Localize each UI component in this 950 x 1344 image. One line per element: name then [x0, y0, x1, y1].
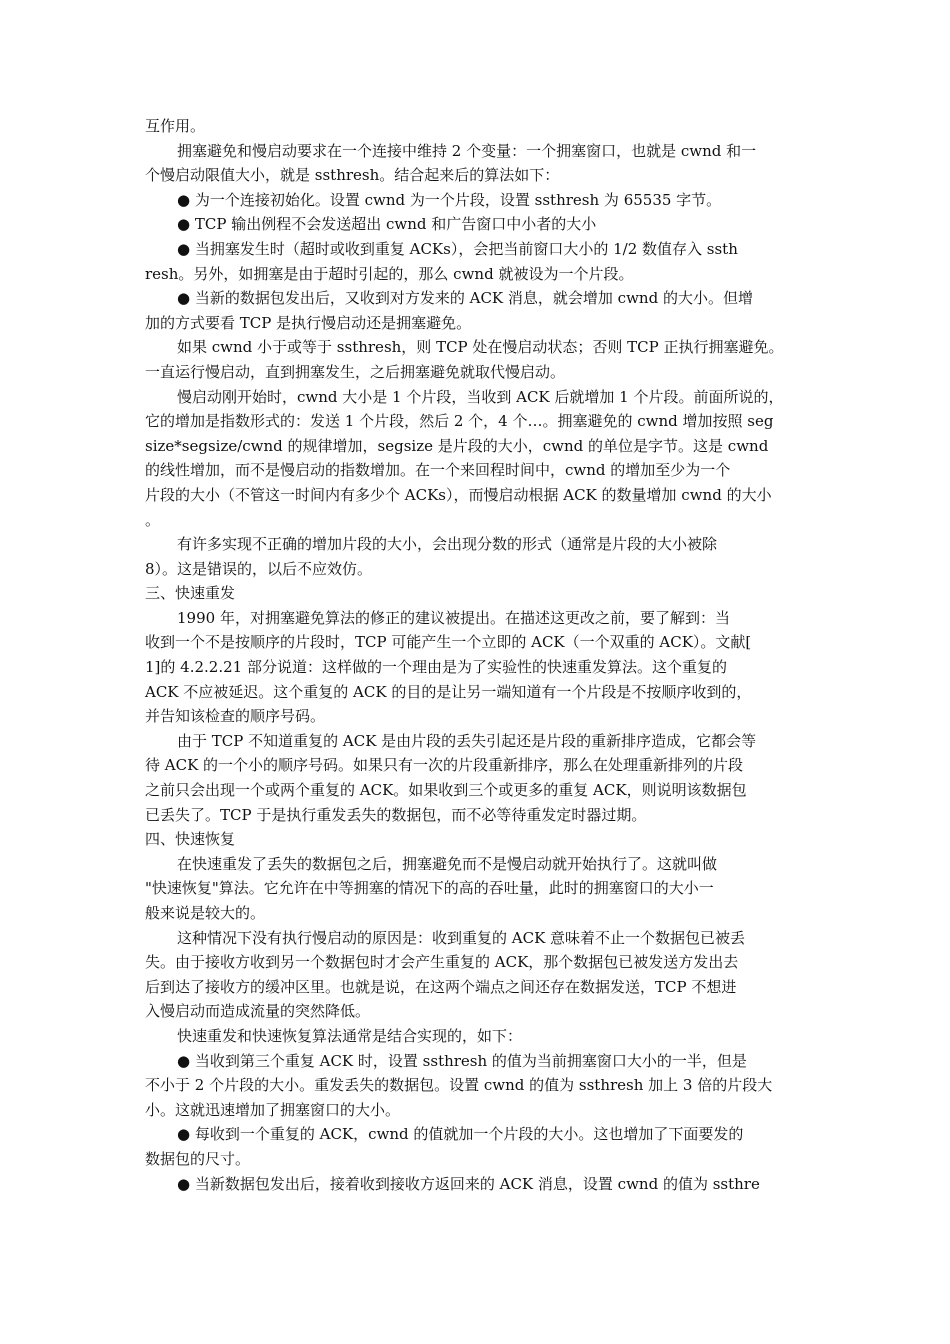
text-line: 如果 cwnd 小于或等于 ssthresh，则 TCP 处在慢启动状态；否则 TCP 正执行拥塞避免。: [177, 338, 784, 357]
text-line: 收到一个不是按顺序的片段时，TCP 可能产生一个立即的 ACK（一个双重的 ACK）。文献[: [145, 633, 752, 652]
text-line: 1]的 4.2.2.21 部分说道：这样做的一个理由是为了实验性的快速重发算法。这个重复的: [145, 658, 727, 677]
text-line: resh。另外，如拥塞是由于超时引起的，那么 cwnd 就被设为一个片段。: [145, 264, 634, 283]
text-line: 之前只会出现一个或两个重复的 ACK。如果收到三个或更多的重复 ACK，则说明该数据包: [145, 781, 747, 800]
text-line: 般来说是较大的。: [145, 904, 266, 922]
text-line: 互作用。: [145, 117, 206, 135]
text-line: 已丢失了。TCP 于是执行重发丢失的数据包，而不必等待重发定时器过期。: [145, 805, 647, 824]
bullet-item: ● 当收到第三个重复 ACK 时，设置 ssthresh 的值为当前拥塞窗口大小的一半，但是: [177, 1051, 747, 1070]
text-line: 个慢启动限值大小，就是 ssthresh。结合起来后的算法如下：: [145, 166, 560, 185]
bullet-item: ● 当拥塞发生时（超时或收到重复 ACKs），会把当前窗口大小的 1/2 数值存入 ssth: [177, 239, 738, 258]
text-line: 入慢启动而造成流量的突然降低。: [145, 1002, 371, 1021]
text-line: 在快速重发了丢失的数据包之后，拥塞避免而不是慢启动就开始执行了。这就叫做: [177, 854, 718, 873]
bullet-item: ● 当新的数据包发出后，又收到对方发来的 ACK 消息，就会增加 cwnd 的大小。但增: [177, 289, 753, 308]
text-line: 有许多实现不正确的增加片段的大小，会出现分数的形式（通常是片段的大小被除: [177, 535, 718, 554]
text-line: 8）。这是错误的，以后不应效仿。: [145, 559, 373, 578]
text-line: 小。这就迅速增加了拥塞窗口的大小。: [145, 1100, 401, 1119]
document-page: [145, 114, 813, 1196]
bullet-item: ● 为一个连接初始化。设置 cwnd 为一个片段，设置 ssthresh 为 65535 字节。: [177, 190, 722, 209]
text-line: ACK 不应被延迟。这个重复的 ACK 的目的是让另一端知道有一个片段是不按顺序收到的，: [145, 682, 752, 701]
text-line: 拥塞避免和慢启动要求在一个连接中维持 2 个变量：一个拥塞窗口，也就是 cwnd 和一: [177, 141, 757, 160]
bullet-item: ● TCP 输出例程不会发送超出 cwnd 和广告窗口中小者的大小: [177, 215, 597, 234]
text-line: 快速重发和快速恢复算法通常是结合实现的，如下：: [177, 1026, 523, 1045]
text-line: 它的增加是指数形式的：发送 1 个片段，然后 2 个，4 个…。拥塞避免的 cwnd 增加按照 seg: [145, 412, 774, 431]
bullet-item: ● 每收到一个重复的 ACK，cwnd 的值就加一个片段的大小。这也增加了下面要发的: [177, 1125, 744, 1144]
text-line: 这种情况下没有执行慢启动的原因是：收到重复的 ACK 意味着不止一个数据包已被丢: [177, 928, 746, 947]
text-line: "快速恢复"算法。它允许在中等拥塞的情况下的高的吞吐量，此时的拥塞窗口的大小一: [145, 879, 714, 898]
text-line: 的线性增加，而不是慢启动的指数增加。在一个来回程时间中，cwnd 的增加至少为一个: [145, 461, 731, 480]
text-line: 待 ACK 的一个小的顺序号码。如果只有一次的片段重新排序，那么在处理重新排列的片段: [145, 756, 744, 775]
text-line: 加的方式要看 TCP 是执行慢启动还是拥塞避免。: [145, 313, 472, 332]
bullet-item: ● 当新数据包发出后，接着收到接收方返回来的 ACK 消息，设置 cwnd 的值为 ssthre: [177, 1174, 760, 1193]
text-line: 片段的大小（不管这一时间内有多少个 ACKs），而慢启动根据 ACK 的数量增加 cwnd 的大小: [145, 485, 772, 504]
text-line: 不小于 2 个片段的大小。重发丢失的数据包。设置 cwnd 的值为 ssthresh 加上 3 倍的片段大: [145, 1076, 773, 1095]
text-line: 慢启动刚开始时，cwnd 大小是 1 个片段，当收到 ACK 后就增加 1 个片段。前面所说的，: [177, 387, 784, 406]
text-line: 。: [145, 510, 161, 529]
text-line: 并告知该检查的顺序号码。: [145, 707, 326, 726]
text-line: size*segsize/cwnd 的规律增加，segsize 是片段的大小，cwnd 的单位是字节。这是 cwnd: [145, 436, 769, 455]
text-line: 失。由于接收方收到另一个数据包时才会产生重复的 ACK，那个数据包已被发送方发出去: [145, 953, 739, 972]
text-line: 后到达了接收方的缓冲区里。也就是说，在这两个端点之间还存在数据发送，TCP 不想进: [145, 977, 737, 996]
text-line: 1990 年，对拥塞避免算法的修正的建议被提出。在描述这更改之前，要了解到：当: [177, 608, 730, 627]
text-line: 由于 TCP 不知道重复的 ACK 是由片段的丢失引起还是片段的重新排序造成，它都会等: [177, 731, 757, 750]
section-heading: 三、快速重发: [145, 584, 236, 603]
text-line: 数据包的尺寸。: [145, 1149, 251, 1168]
section-heading: 四、快速恢复: [145, 830, 236, 849]
text-line: 一直运行慢启动，直到拥塞发生，之后拥塞避免就取代慢启动。: [145, 362, 566, 381]
